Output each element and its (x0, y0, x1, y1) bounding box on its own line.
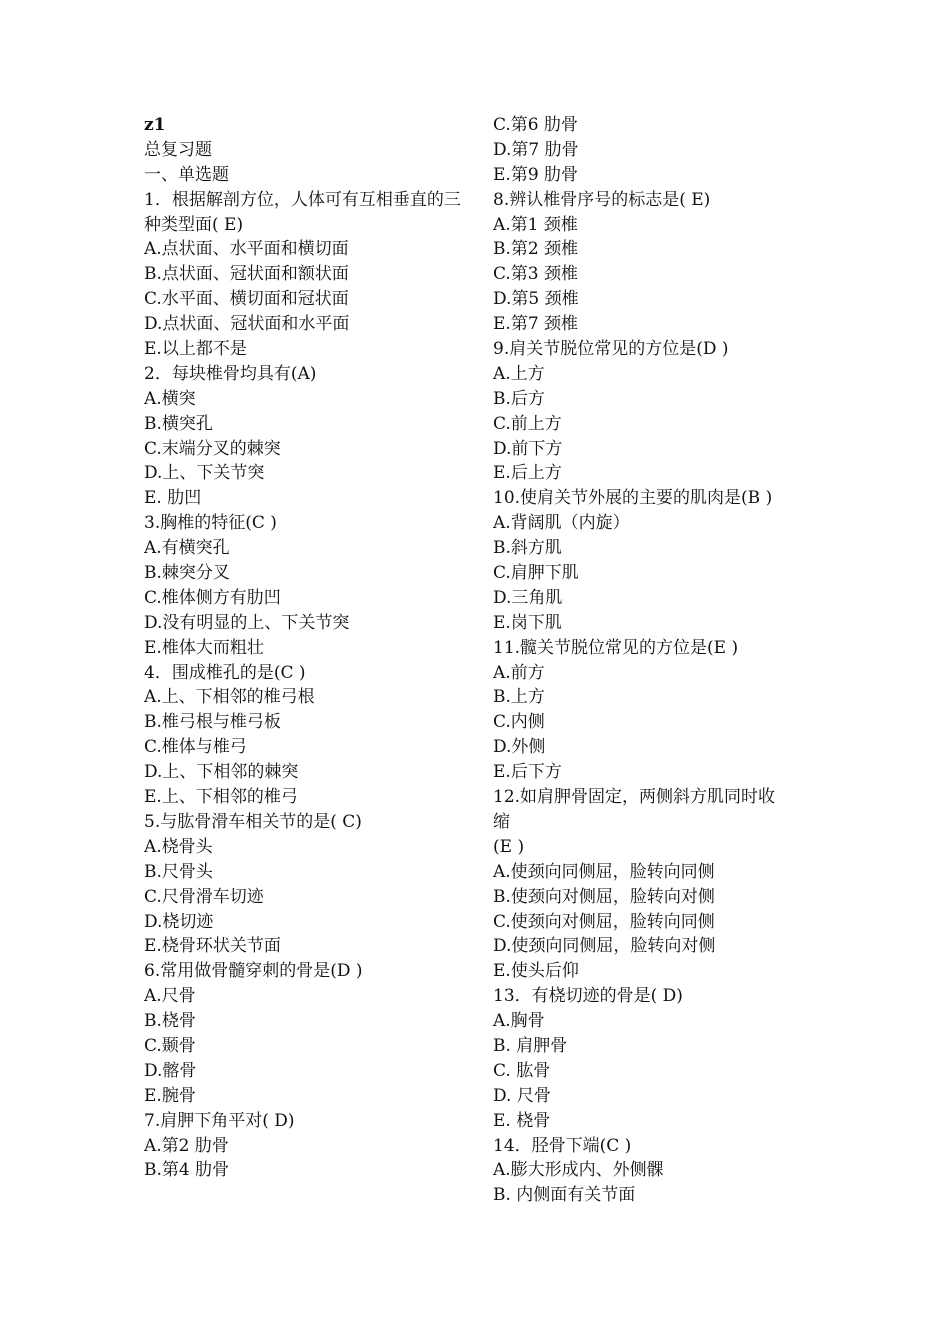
text-line: C.使颈向对侧屈，脸转向同侧 (493, 911, 715, 932)
text-line: C.水平面、横切面和冠状面 (144, 289, 349, 310)
text-line: C.肩胛下肌 (493, 563, 579, 584)
text-line: A.前方 (493, 662, 545, 683)
text-line: D.髂骨 (144, 1060, 197, 1081)
text-line: D.没有明显的上、下关节突 (144, 612, 350, 633)
text-line: A.横突 (144, 388, 196, 409)
text-line: C.末端分叉的棘突 (144, 438, 281, 459)
right-column (493, 113, 823, 1208)
text-line: C. 肱骨 (493, 1060, 551, 1081)
left-column (144, 113, 474, 1183)
text-line: B.尺骨头 (144, 861, 213, 882)
text-line: C.第6 肋骨 (493, 115, 579, 135)
text-line: C.尺骨滑车切迹 (144, 886, 264, 907)
text-line: C.内侧 (493, 712, 545, 733)
text-line: 4．围成椎孔的是(C ) (144, 662, 306, 683)
text-line: B.上方 (493, 687, 545, 708)
text-line: 13．有桡切迹的骨是( D) (493, 986, 683, 1007)
text-line: 9.肩关节脱位常见的方位是(D ) (493, 339, 729, 360)
text-line: A.上方 (493, 363, 545, 384)
text-line: B.横突孔 (144, 413, 213, 434)
text-line: 3.胸椎的特征(C ) (144, 513, 277, 534)
text-line: E.椎体大而粗壮 (144, 637, 264, 658)
text-line: B.棘突分叉 (144, 563, 230, 584)
text-line: B. 内侧面有关节面 (493, 1185, 636, 1206)
text-line: D.第7 肋骨 (493, 139, 579, 160)
text-line: 14．胫骨下端(C ) (493, 1135, 632, 1156)
text-line: B.使颈向对侧屈，脸转向对侧 (493, 886, 715, 907)
text-line: A.第1 颈椎 (493, 214, 578, 235)
text-line: C.椎体与椎弓 (144, 737, 247, 758)
text-line: 2．每块椎骨均具有(A) (144, 363, 317, 384)
text-line: C.第3 颈椎 (493, 264, 579, 285)
text-line: E.后上方 (493, 463, 562, 484)
text-line: B.后方 (493, 388, 545, 409)
text-line: 6.常用做骨髓穿刺的骨是(D ) (144, 961, 363, 982)
text-line: 7.肩胛下角平对( D) (144, 1110, 295, 1131)
text-line: A.第2 肋骨 (144, 1135, 229, 1156)
text-line: A.点状面、水平面和横切面 (144, 239, 349, 260)
text-line: D.前下方 (493, 438, 563, 459)
text-line: B.第2 颈椎 (493, 239, 579, 260)
text-line: E. 肋凹 (144, 488, 202, 509)
text-line: E. 桡骨 (493, 1110, 551, 1131)
text-line: B.椎弓根与椎弓板 (144, 712, 281, 733)
text-line: A.桡骨头 (144, 836, 213, 857)
text-line: B.点状面、冠状面和额状面 (144, 264, 349, 285)
document-id: z1 (144, 115, 166, 135)
text-line: E.后下方 (493, 762, 562, 783)
text-line: A.上、下相邻的椎弓根 (144, 687, 315, 708)
text-line: C.颞骨 (144, 1035, 196, 1056)
text-line: A.背阔肌（内旋） (493, 513, 630, 534)
text-line: 5.与肱骨滑车相关节的是( C) (144, 811, 362, 832)
text-line: E.岗下肌 (493, 612, 562, 633)
text-line: D.三角肌 (493, 587, 563, 608)
text-line: E.第7 颈椎 (493, 314, 579, 335)
text-line: E.桡骨环状关节面 (144, 936, 281, 957)
text-line: E.腕骨 (144, 1085, 196, 1106)
text-line: (E ) (493, 836, 525, 857)
text-line: 总复习题 (144, 139, 212, 160)
text-line: B.第4 肋骨 (144, 1160, 230, 1181)
text-line: B.桡骨 (144, 1011, 196, 1032)
text-line: D.上、下关节突 (144, 463, 265, 484)
text-line: B.斜方肌 (493, 538, 562, 559)
text-line: D.桡切迹 (144, 911, 214, 932)
text-line: E.第9 肋骨 (493, 164, 579, 185)
text-line: B. 肩胛骨 (493, 1035, 568, 1056)
text-line: D.第5 颈椎 (493, 289, 579, 310)
text-line: A.使颈向同侧屈，脸转向同侧 (493, 861, 715, 882)
text-line: 缩 (493, 811, 510, 832)
text-line: 一、单选题 (144, 164, 229, 185)
text-line: 8.辨认椎骨序号的标志是( E) (493, 189, 711, 210)
text-line: A.有横突孔 (144, 538, 230, 559)
text-line: A.胸骨 (493, 1011, 545, 1032)
text-line: D.点状面、冠状面和水平面 (144, 314, 350, 335)
text-line: E.使头后仰 (493, 961, 579, 982)
text-line: E.上、下相邻的椎弓 (144, 787, 298, 808)
text-line: C.前上方 (493, 413, 562, 434)
text-line: 种类型面( E) (144, 214, 244, 235)
text-line: 1．根据解剖方位，人体可有互相垂直的三 (144, 189, 461, 210)
text-line: D. 尺骨 (493, 1085, 551, 1106)
text-line: 12.如肩胛骨固定，两侧斜方肌同时收 (493, 787, 776, 808)
text-line: D.上、下相邻的棘突 (144, 762, 299, 783)
text-line: D.外侧 (493, 737, 546, 758)
text-line: A.尺骨 (144, 986, 196, 1007)
text-line: E.以上都不是 (144, 339, 247, 360)
text-line: A.膨大形成内、外侧髁 (493, 1160, 664, 1181)
text-line: 10.使肩关节外展的主要的肌肉是(B ) (493, 488, 773, 509)
text-line: C.椎体侧方有肋凹 (144, 587, 281, 608)
text-line: D.使颈向同侧屈，脸转向对侧 (493, 936, 716, 957)
text-line: 11.髋关节脱位常见的方位是(E ) (493, 637, 739, 658)
